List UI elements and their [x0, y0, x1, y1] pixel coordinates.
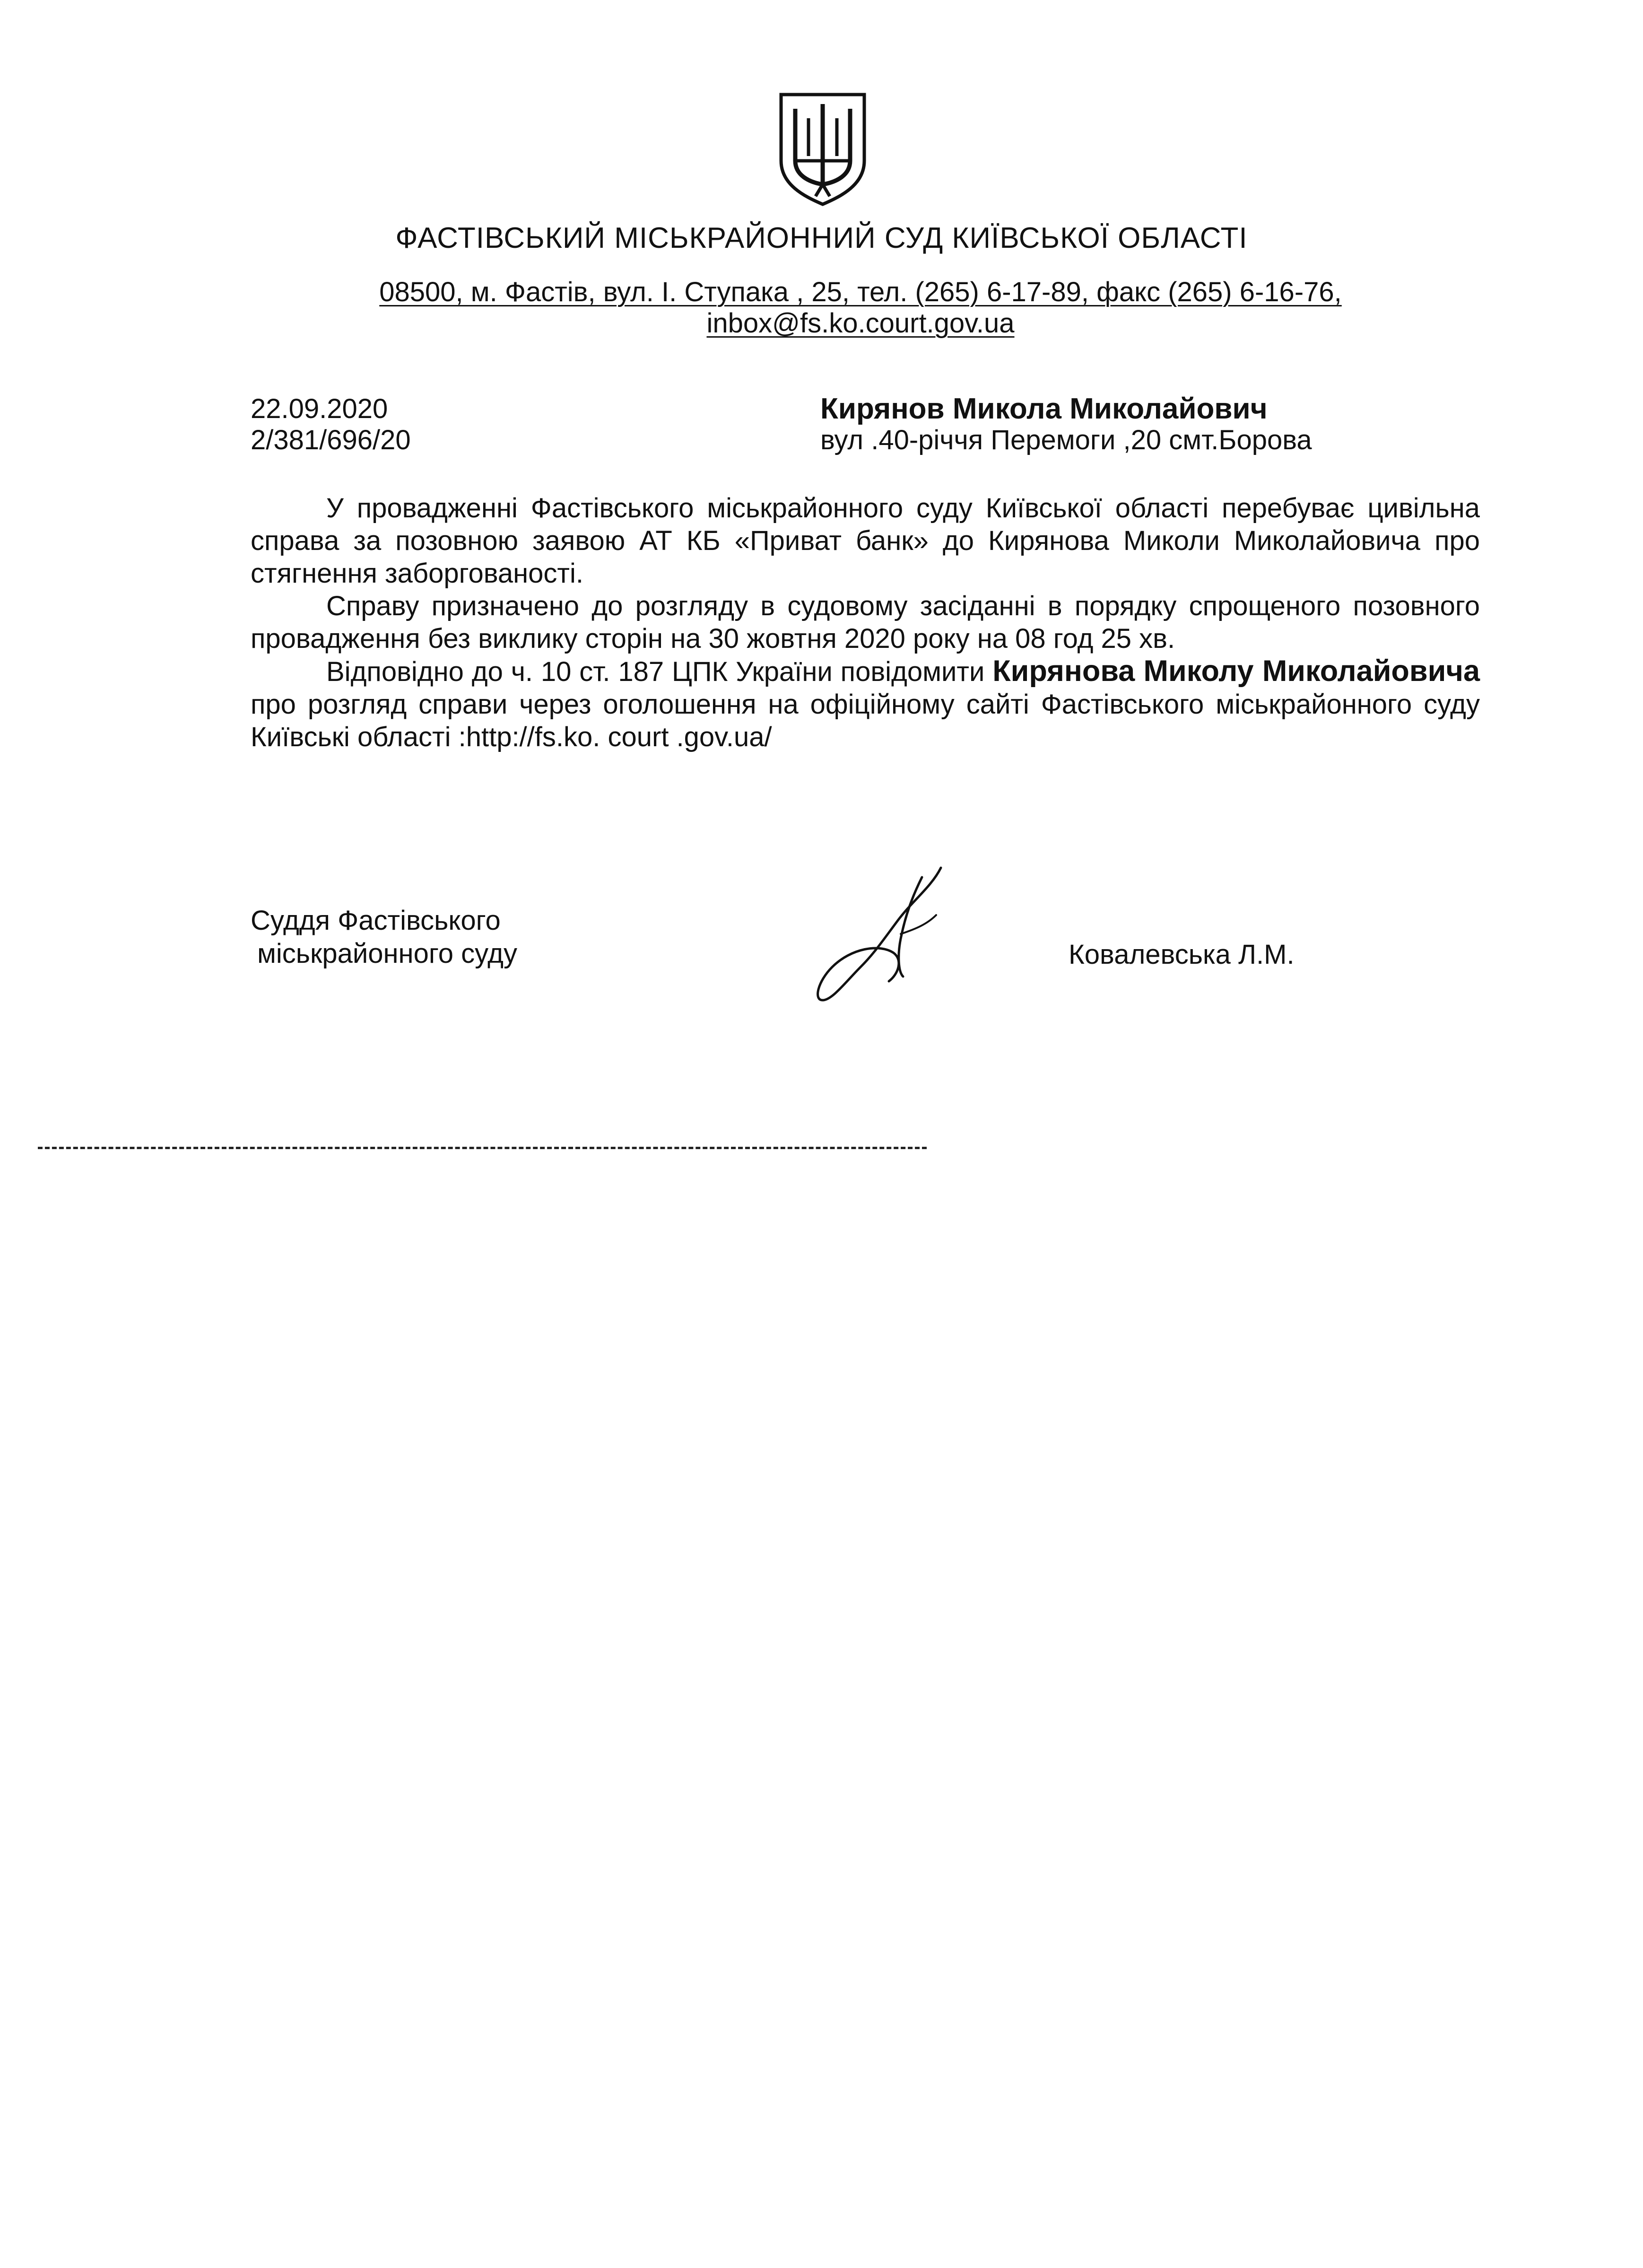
judge-title-line-1: Суддя Фастівського: [251, 905, 501, 936]
court-email: inbox@fs.ko.court.gov.ua: [706, 308, 1015, 339]
paragraph-3-start: Відповідно до ч. 10 ст. 187 ЦПК України повідомити: [326, 656, 985, 687]
case-number: 2/381/696/20: [251, 425, 411, 455]
paragraph-3-end: про розгляд справи через оголошення на офіційному сайті Фастівського міськрайонного суду Київські області :http://fs.ko. court .gov.ua/: [251, 689, 1480, 752]
judge-name: Ковалевська Л.М.: [1069, 939, 1295, 970]
judge-title-line-2: міськрайонного суду: [257, 938, 518, 969]
document-meta: [251, 393, 411, 456]
court-name: ФАСТІВСЬКИЙ МІСЬКРАЙОННИЙ СУД КИЇВСЬКОЇ ОБЛАСТІ: [395, 222, 1248, 254]
paragraph-3: [251, 655, 1480, 753]
coat-of-arms-icon: [775, 90, 870, 208]
defendant-name: Кирянова Миколу Миколайовича: [992, 654, 1480, 688]
recipient-name: Кирянов Микола Миколайович: [820, 393, 1268, 425]
recipient-block: [820, 393, 1312, 456]
judge-title: [251, 904, 517, 970]
paragraph-2: Справу призначено до розгляду в судовому засіданні в порядку спрощеного позовного провадження без виклику сторін на 30 жовтня 2020 року на 08 год 25 хв.: [251, 591, 1480, 654]
court-contact-block: [331, 277, 1390, 339]
dashed-divider: [38, 1147, 927, 1149]
recipient-address: вул .40-річчя Перемоги ,20 смт.Борова: [820, 425, 1312, 455]
notice-body: [251, 492, 1480, 753]
paragraph-1: У провадженні Фастівського міськрайонного суду Київської області перебуває цивільна справа за позовною заявою АТ КБ «Приват банк» до Кирянова Миколи Миколайовича про стягнення заборгованості.: [251, 493, 1480, 589]
document-date: 22.09.2020: [251, 393, 388, 424]
court-address: 08500, м. Фастів, вул. І. Ступака , 25, тел. (265) 6-17-89, факс (265) 6-16-76,: [379, 277, 1342, 307]
signature-icon: [804, 858, 965, 1010]
